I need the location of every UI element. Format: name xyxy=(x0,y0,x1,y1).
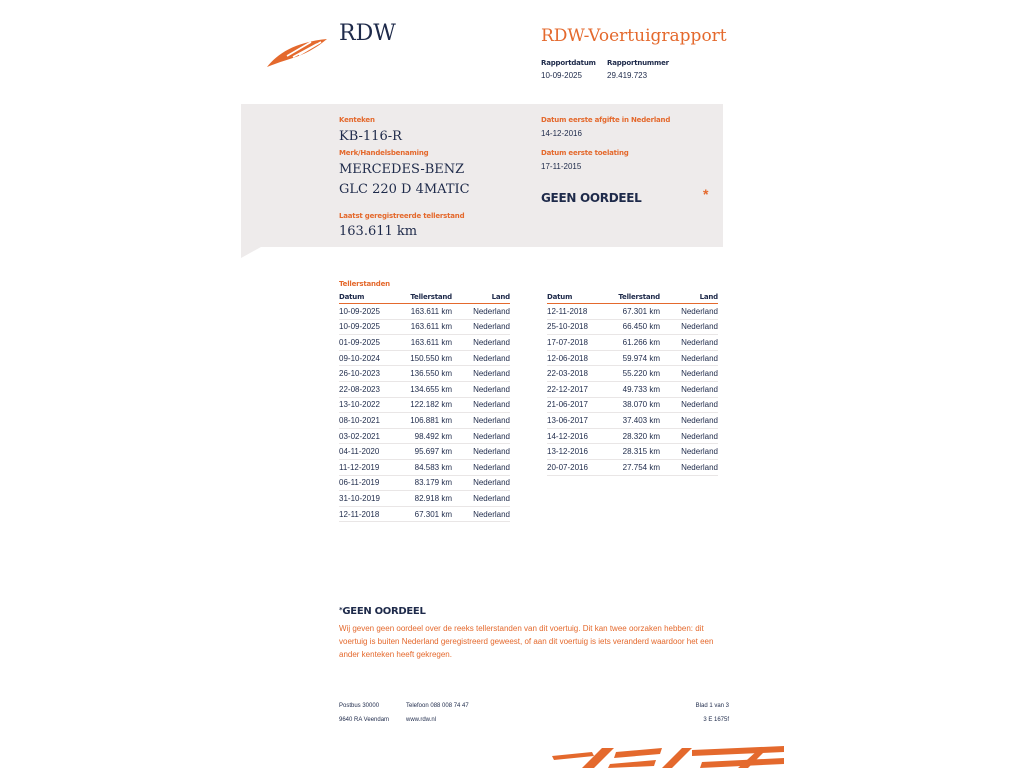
reading-country: Nederland xyxy=(660,397,718,413)
reading-country: Nederland xyxy=(452,350,510,366)
column-header-odometer: Tellerstand xyxy=(611,291,660,304)
reading-date: 06-11-2019 xyxy=(339,475,403,491)
reading-date: 04-11-2020 xyxy=(339,444,403,460)
reading-odometer: 38.070 km xyxy=(611,397,660,413)
first-admission-label: Datum eerste toelating xyxy=(541,149,629,157)
reading-country: Nederland xyxy=(452,304,510,320)
reading-odometer: 37.403 km xyxy=(611,413,660,429)
table-row xyxy=(339,350,510,366)
reading-date: 14-12-2016 xyxy=(547,428,611,444)
first-nl-label: Datum eerste afgifte in Nederland xyxy=(541,116,671,124)
reading-odometer: 136.550 km xyxy=(403,366,452,382)
report-date: 10-09-2025 xyxy=(541,71,582,80)
reading-date: 17-07-2018 xyxy=(547,335,611,351)
table-row xyxy=(547,350,718,366)
reading-country: Nederland xyxy=(452,444,510,460)
reading-odometer: 27.754 km xyxy=(611,459,660,475)
reading-country: Nederland xyxy=(660,459,718,475)
footer-page: Blad 1 van 3 xyxy=(695,703,729,709)
reading-date: 20-07-2016 xyxy=(547,459,611,475)
reading-odometer: 83.179 km xyxy=(403,475,452,491)
reading-odometer: 163.611 km xyxy=(403,335,452,351)
column-header-country: Land xyxy=(660,291,718,304)
odometer-value: 163.611 km xyxy=(339,224,418,239)
reading-odometer: 61.266 km xyxy=(611,335,660,351)
footer-phone: Telefoon 088 008 74 47 xyxy=(406,703,469,709)
reading-date: 26-10-2023 xyxy=(339,366,403,382)
reading-date: 21-06-2017 xyxy=(547,397,611,413)
reading-odometer: 59.974 km xyxy=(611,350,660,366)
readings-table-left xyxy=(339,291,510,522)
verdict-asterisk: * xyxy=(703,186,709,202)
reading-country: Nederland xyxy=(660,335,718,351)
reading-odometer: 122.182 km xyxy=(403,397,452,413)
table-row xyxy=(339,428,510,444)
footer-address-line2: 9640 RA Veendam xyxy=(339,717,390,723)
reading-country: Nederland xyxy=(452,397,510,413)
reading-date: 25-10-2018 xyxy=(547,319,611,335)
make-value: MERCEDES-BENZ xyxy=(339,162,465,177)
reading-odometer: 28.315 km xyxy=(611,444,660,460)
readings-table-right xyxy=(547,291,718,476)
column-header-date: Datum xyxy=(547,291,611,304)
reading-odometer: 134.655 km xyxy=(403,381,452,397)
column-header-odometer: Tellerstand xyxy=(403,291,452,304)
reading-odometer: 28.320 km xyxy=(611,428,660,444)
reading-odometer: 163.611 km xyxy=(403,319,452,335)
reading-country: Nederland xyxy=(452,491,510,507)
table-row xyxy=(547,366,718,382)
reading-odometer: 67.301 km xyxy=(611,304,660,320)
reading-country: Nederland xyxy=(660,381,718,397)
reading-odometer: 67.301 km xyxy=(403,506,452,522)
reading-country: Nederland xyxy=(660,319,718,335)
footnote-heading xyxy=(339,606,426,617)
reading-odometer: 49.733 km xyxy=(611,381,660,397)
plate-value: KB-116-R xyxy=(339,129,402,144)
reading-date: 01-09-2025 xyxy=(339,335,403,351)
reading-country: Nederland xyxy=(452,413,510,429)
reading-date: 13-06-2017 xyxy=(547,413,611,429)
reading-odometer: 55.220 km xyxy=(611,366,660,382)
make-label: Merk/Handelsbenaming xyxy=(339,149,429,157)
reading-date: 10-09-2025 xyxy=(339,319,403,335)
reading-odometer: 95.697 km xyxy=(403,444,452,460)
rdw-logo-icon xyxy=(265,36,329,68)
reading-date: 12-11-2018 xyxy=(339,506,403,522)
rdw-stripes-icon xyxy=(552,744,784,768)
table-row xyxy=(547,428,718,444)
table-row xyxy=(339,506,510,522)
table-header-row xyxy=(339,291,510,304)
plate-label: Kenteken xyxy=(339,116,375,124)
reading-date: 10-09-2025 xyxy=(339,304,403,320)
reading-country: Nederland xyxy=(660,413,718,429)
footer-website[interactable]: www.rdw.nl xyxy=(406,717,437,723)
logo-text: RDW xyxy=(339,21,396,46)
reading-odometer: 163.611 km xyxy=(403,304,452,320)
column-header-country: Land xyxy=(452,291,510,304)
table-row xyxy=(339,319,510,335)
table-row xyxy=(339,459,510,475)
readings-title: Tellerstanden xyxy=(339,280,390,288)
reading-country: Nederland xyxy=(452,428,510,444)
table-row xyxy=(547,444,718,460)
table-row xyxy=(547,381,718,397)
reading-odometer: 66.450 km xyxy=(611,319,660,335)
table-row xyxy=(547,413,718,429)
verdict-text: GEEN OORDEEL xyxy=(541,191,642,205)
table-row xyxy=(547,319,718,335)
reading-date: 11-12-2019 xyxy=(339,459,403,475)
report-date-label: Rapportdatum xyxy=(541,59,596,67)
table-row xyxy=(547,304,718,320)
table-row xyxy=(339,304,510,320)
reading-country: Nederland xyxy=(452,506,510,522)
table-row xyxy=(339,413,510,429)
table-row xyxy=(339,491,510,507)
first-admission-value: 17-11-2015 xyxy=(541,162,582,171)
reading-date: 22-08-2023 xyxy=(339,381,403,397)
reading-date: 12-11-2018 xyxy=(547,304,611,320)
vehicle-info-panel xyxy=(241,104,723,247)
reading-odometer: 106.881 km xyxy=(403,413,452,429)
table-row xyxy=(339,366,510,382)
footnote-mark: * xyxy=(339,606,343,614)
reading-country: Nederland xyxy=(452,335,510,351)
panel-notch xyxy=(241,247,261,258)
column-header-date: Datum xyxy=(339,291,403,304)
reading-odometer: 84.583 km xyxy=(403,459,452,475)
table-row xyxy=(339,381,510,397)
table-row xyxy=(339,335,510,351)
table-row xyxy=(339,444,510,460)
first-nl-value: 14-12-2016 xyxy=(541,129,582,138)
table-row xyxy=(339,475,510,491)
reading-country: Nederland xyxy=(452,381,510,397)
odometer-label: Laatst geregistreerde tellerstand xyxy=(339,212,465,220)
reading-date: 03-02-2021 xyxy=(339,428,403,444)
footnote-text: Wij geven geen oordeel over de reeks tellerstanden van dit voertuig. Dit kan twee oorzaken hebben: dit voertuig is buiten Nederland geregistreerd geweest, of aan dit voertuig is iets veranderd waardoor het een ander kenteken heeft gekregen. xyxy=(339,624,714,659)
reading-country: Nederland xyxy=(660,366,718,382)
table-row xyxy=(339,397,510,413)
footer-code: 3 E 1675f xyxy=(703,717,729,723)
reading-country: Nederland xyxy=(660,304,718,320)
table-header-row xyxy=(547,291,718,304)
reading-country: Nederland xyxy=(452,475,510,491)
footnote-title: GEEN OORDEEL xyxy=(342,606,426,617)
reading-date: 31-10-2019 xyxy=(339,491,403,507)
reading-date: 13-12-2016 xyxy=(547,444,611,460)
reading-odometer: 150.550 km xyxy=(403,350,452,366)
table-row xyxy=(547,459,718,475)
reading-date: 22-12-2017 xyxy=(547,381,611,397)
table-row xyxy=(547,335,718,351)
reading-date: 09-10-2024 xyxy=(339,350,403,366)
reading-date: 13-10-2022 xyxy=(339,397,403,413)
reading-odometer: 82.918 km xyxy=(403,491,452,507)
table-row xyxy=(547,397,718,413)
report-title: RDW-Voertuigrapport xyxy=(541,26,727,46)
reading-country: Nederland xyxy=(452,366,510,382)
reading-date: 08-10-2021 xyxy=(339,413,403,429)
reading-country: Nederland xyxy=(452,319,510,335)
report-number-label: Rapportnummer xyxy=(607,59,669,67)
reading-country: Nederland xyxy=(660,350,718,366)
reading-country: Nederland xyxy=(660,428,718,444)
reading-date: 12-06-2018 xyxy=(547,350,611,366)
model-value: GLC 220 D 4MATIC xyxy=(339,182,470,197)
footer-address-line1: Postbus 30000 xyxy=(339,703,380,709)
report-number: 29.419.723 xyxy=(607,71,648,80)
reading-country: Nederland xyxy=(660,444,718,460)
reading-odometer: 98.492 km xyxy=(403,428,452,444)
reading-date: 22-03-2018 xyxy=(547,366,611,382)
reading-country: Nederland xyxy=(452,459,510,475)
